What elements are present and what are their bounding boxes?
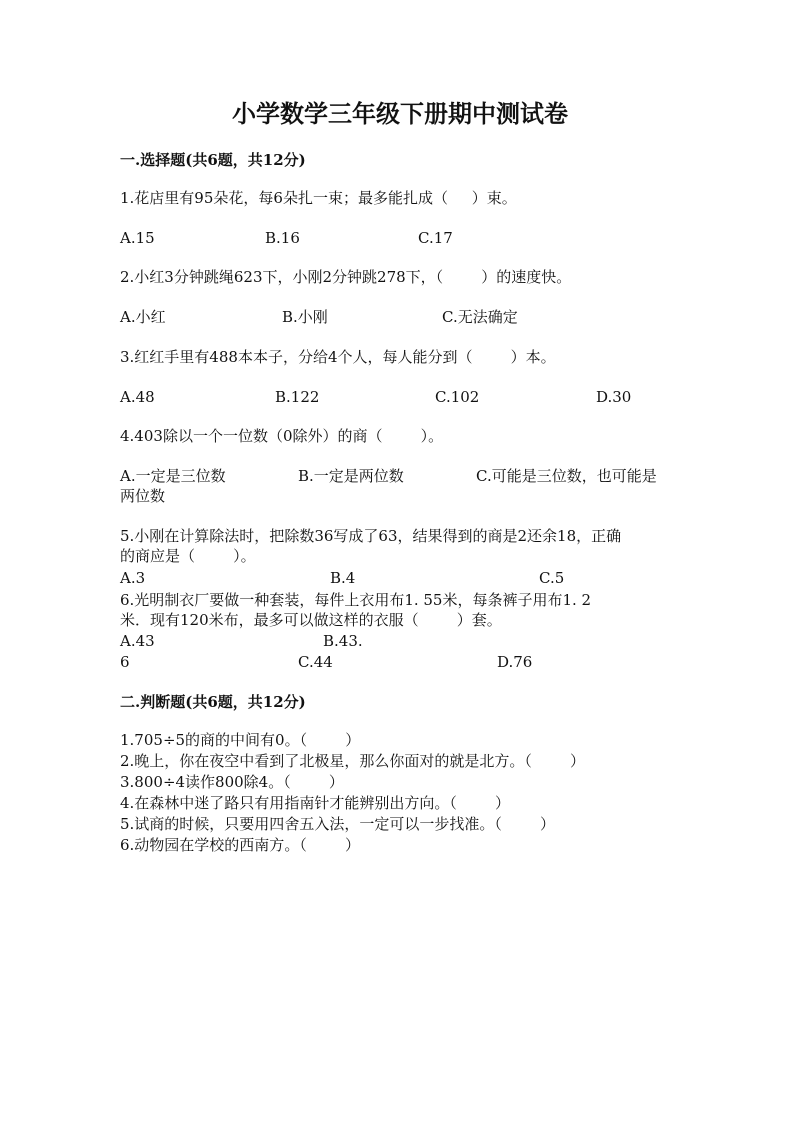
question-5-text-cont: 的商应是（ ）。	[120, 547, 256, 565]
question-4-option-b: B.一定是两位数	[298, 467, 404, 485]
question-3-option-a: A.48	[120, 388, 155, 406]
question-6-option-c: C.44	[298, 653, 333, 671]
judgement-item: 3.800÷4读作800除4。（ ）	[120, 773, 344, 791]
question-2-option-b: B.小刚	[282, 308, 328, 326]
question-2-text: 2.小红3分钟跳绳623下，小刚2分钟跳278下，（ ）的速度快。	[120, 268, 572, 286]
question-3-option-c: C.102	[435, 388, 480, 406]
question-6-text: 6.光明制衣厂要做一种套装，每件上衣用布1. 55米，每条裤子用布1. 2	[120, 591, 592, 609]
question-5-option-b: B.4	[330, 569, 356, 587]
question-3-option-d: D.30	[596, 388, 632, 406]
judgement-item: 2.晚上，你在夜空中看到了北极星，那么你面对的就是北方。（ ）	[120, 752, 585, 770]
question-6-option-a: A.43	[120, 632, 155, 650]
question-6-option-d: D.76	[497, 653, 533, 671]
question-4-option-c-cont: 两位数	[120, 487, 166, 505]
question-5-text: 5.小刚在计算除法时，把除数36写成了63，结果得到的商是2还余18，正确	[120, 527, 622, 545]
question-6-text-cont: 米．现有120米布，最多可以做这样的衣服（ ）套。	[120, 611, 502, 629]
question-4-text: 4.403除以一个一位数（0除外）的商（ ）。	[120, 427, 444, 445]
question-2-option-c: C.无法确定	[442, 308, 518, 326]
question-3-option-b: B.122	[275, 388, 320, 406]
question-2-option-a: A.小红	[120, 308, 166, 326]
question-6-option-b: B.43.	[323, 632, 363, 650]
question-6-option-b-cont: 6	[120, 653, 130, 671]
section-heading-choice: 一.选择题(共6题，共12分)	[120, 151, 306, 169]
section-heading-judgement: 二.判断题(共6题，共12分)	[120, 693, 306, 711]
question-5-option-c: C.5	[539, 569, 565, 587]
question-3-text: 3.红红手里有488本本子，分给4个人，每人能分到（ ）本。	[120, 348, 556, 366]
judgement-item: 6.动物园在学校的西南方。（ ）	[120, 836, 360, 854]
question-4-option-a: A.一定是三位数	[120, 467, 226, 485]
question-4-option-c: C.可能是三位数，也可能是	[476, 467, 657, 485]
question-1-option-b: B.16	[265, 229, 300, 247]
question-1-text: 1.花店里有95朵花，每6朵扎一束；最多能扎成（ ）束。	[120, 189, 517, 207]
judgement-item: 5.试商的时候，只要用四舍五入法，一定可以一步找准。（ ）	[120, 815, 555, 833]
judgement-item: 1.705÷5的商的中间有0。（ ）	[120, 731, 361, 749]
question-1-option-c: C.17	[418, 229, 453, 247]
question-5-option-a: A.3	[120, 569, 146, 587]
page-title: 小学数学三年级下册期中测试卷	[232, 99, 568, 128]
judgement-item: 4.在森林中迷了路只有用指南针才能辨别出方向。（ ）	[120, 794, 510, 812]
question-1-option-a: A.15	[120, 229, 155, 247]
